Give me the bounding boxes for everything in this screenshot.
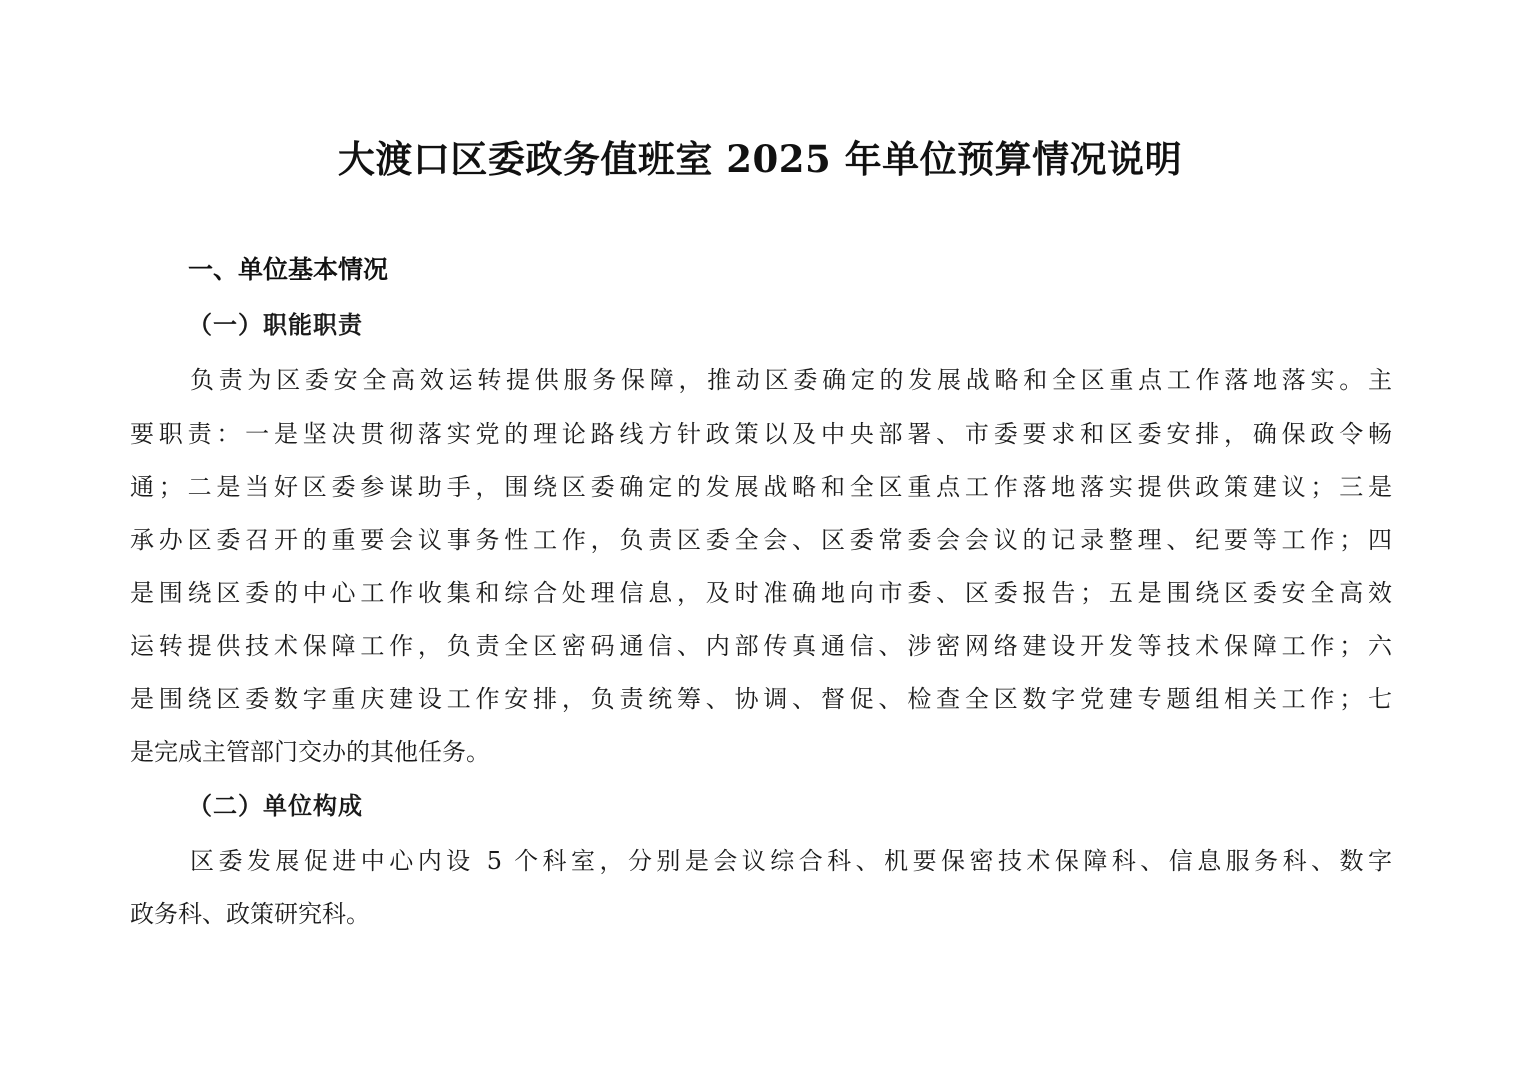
duties-paragraph-line: 是完成主管部门交办的其他任务。 bbox=[130, 738, 490, 766]
duties-paragraph-line: 运转提供技术保障工作，负责全区密码通信、内部传真通信、涉密网络建设开发等技术保障工作；六 bbox=[130, 632, 1392, 660]
subsection-heading-composition: （二）单位构成 bbox=[188, 791, 363, 820]
duties-paragraph-line: 通；二是当好区委参谋助手，围绕区委确定的发展战略和全区重点工作落地落实提供政策建议；三是 bbox=[130, 473, 1392, 501]
duties-paragraph-line: 是围绕区委的中心工作收集和综合处理信息，及时准确地向市委、区委报告；五是围绕区委安全高效 bbox=[130, 579, 1392, 607]
duties-paragraph-line: 承办区委召开的重要会议事务性工作，负责区委全会、区委常委会会议的记录整理、纪要等工作；四 bbox=[130, 526, 1392, 554]
composition-paragraph-line: 政务科、政策研究科。 bbox=[130, 900, 370, 928]
section-heading-basic-info: 一、单位基本情况 bbox=[188, 255, 389, 284]
subsection-heading-duties: （一）职能职责 bbox=[188, 310, 363, 339]
composition-paragraph-line: 区委发展促进中心内设 5 个科室，分别是会议综合科、机要保密技术保障科、信息服务科、数字 bbox=[190, 847, 1392, 875]
document-title: 大渡口区委政务值班室 2025 年单位预算情况说明 bbox=[337, 137, 1183, 181]
duties-paragraph-line: 负责为区委安全高效运转提供服务保障，推动区委确定的发展战略和全区重点工作落地落实。主 bbox=[190, 366, 1392, 394]
duties-paragraph-line: 要职责：一是坚决贯彻落实党的理论路线方针政策以及中央部署、市委要求和区委安排，确保政令畅 bbox=[130, 420, 1392, 448]
duties-paragraph-line: 是围绕区委数字重庆建设工作安排，负责统筹、协调、督促、检查全区数字党建专题组相关工作；七 bbox=[130, 685, 1392, 713]
